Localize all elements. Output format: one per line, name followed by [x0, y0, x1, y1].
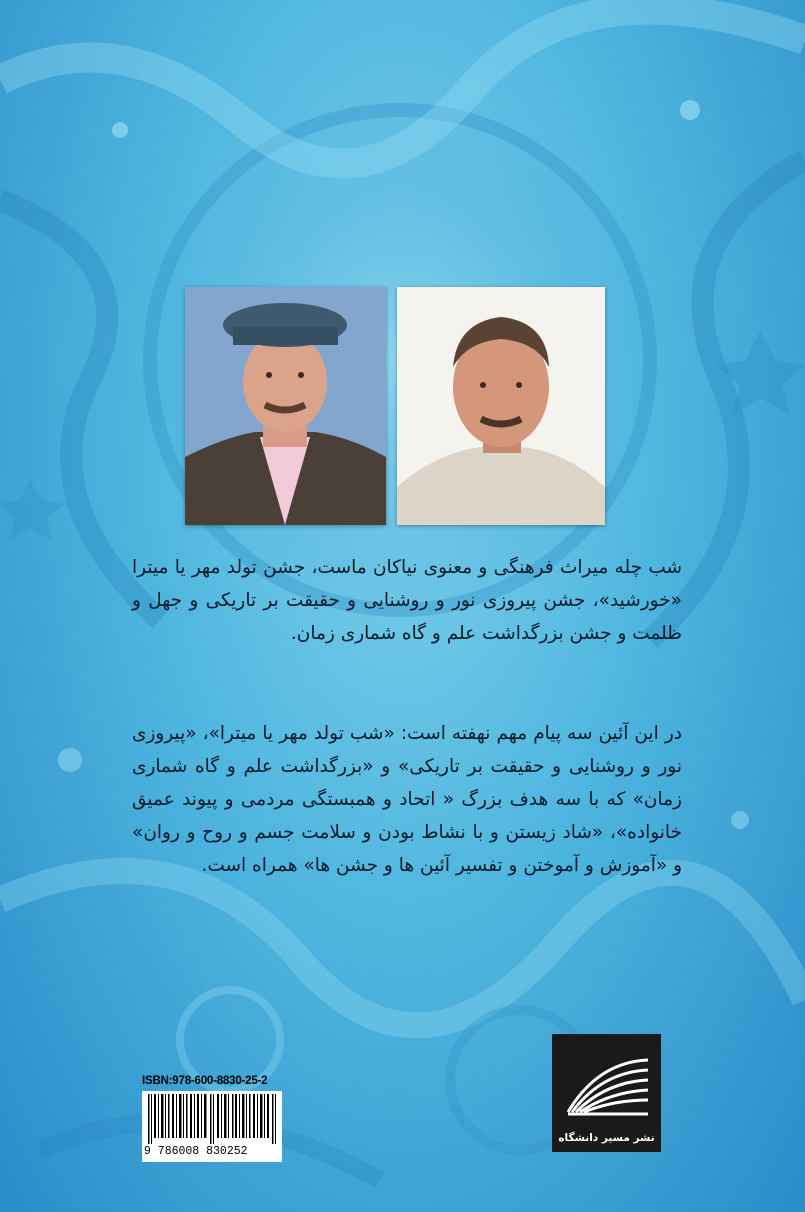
description-paragraph-1: شب چله میراث فرهنگی و معنوی نیاکان ماست، جشن تولد مهر یا میترا «خورشید»، جشن پیروزی نور و روشنایی و حقیقت بر تاریکی و جهل و ظلمت و جشن بزرگداشت علم و گاه شماری زمان.	[132, 557, 682, 644]
man-portrait	[397, 287, 605, 525]
author-photo-right	[397, 287, 605, 525]
barcode-icon	[146, 1094, 278, 1144]
publisher-logo	[552, 1034, 661, 1152]
isbn-barcode-block	[142, 1075, 282, 1162]
description-paragraph-2: در این آئین سه پیام مهم نهفته است: «شب تولد مهر یا میترا»، «پیروزی نور و روشنایی و حقیقت بر تاریکی» و «بزرگداشت علم و گاه شماری زمان» که با سه هدف بزرگ « اتحاد و همبستگی مردمی و پیوند عمیق خانواده»، «شاد زیستن و با نشاط بودن و سلامت جسم و روح و روان» و «آموزش و آموختن و تفسیر آئین ها و جشن ها» همراه است.	[132, 723, 682, 876]
barcode-digits: 9 786008 830252	[144, 1145, 248, 1158]
open-book-icon	[558, 1042, 655, 1126]
isbn-label: ISBN:978-600-8830-25-2	[142, 1075, 268, 1087]
man-with-cap-portrait	[185, 287, 386, 525]
barcode-box	[142, 1091, 282, 1162]
publisher-name: نشر مسیر دانشگاه	[558, 1132, 655, 1144]
author-photo-left	[185, 287, 386, 525]
